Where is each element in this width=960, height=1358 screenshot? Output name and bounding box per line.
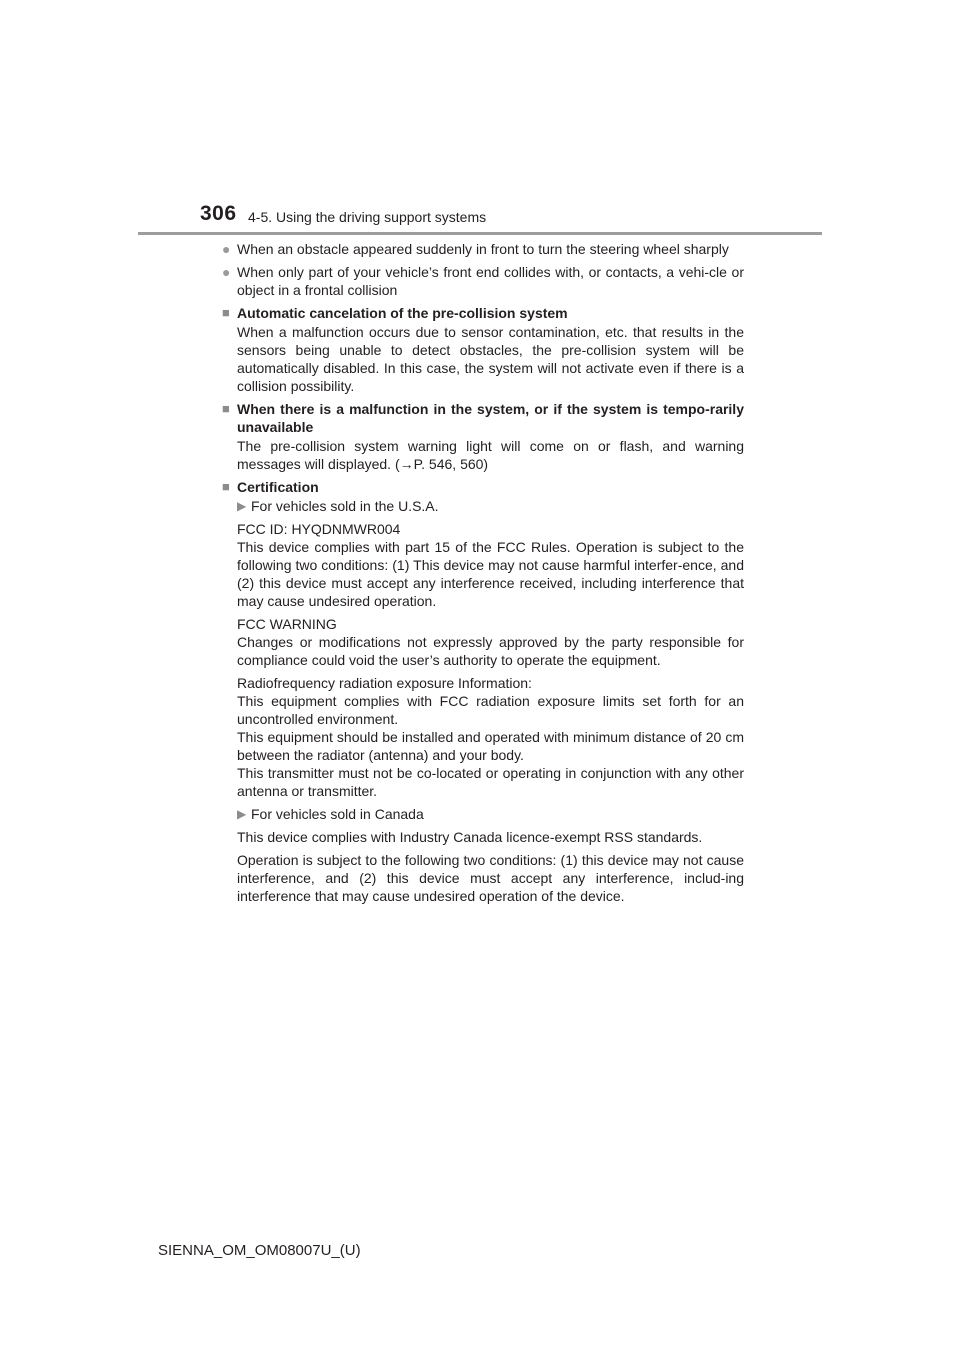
fcc-warning-body: Changes or modifications not expressly approved by the party responsible for compliance could void the user’s authority to operate the equipment. bbox=[237, 634, 744, 668]
bullet-text: When an obstacle appeared suddenly in front to turn the steering wheel sharply bbox=[237, 241, 729, 257]
heading-text: Certification bbox=[237, 479, 319, 495]
rf-block bbox=[237, 674, 744, 800]
fcc-id: FCC ID: HYQDNMWR004 bbox=[237, 521, 401, 537]
fcc-compliance: This device complies with part 15 of the FCC Rules. Operation is subject to the following two conditions: (1) This device may not cause harmful interfer-ence, and (2) this device must accept any interference received, including interference that may cause undesired operation. bbox=[237, 539, 744, 609]
fcc-warning-title: FCC WARNING bbox=[237, 616, 337, 632]
triangle-right-icon: ▶ bbox=[237, 499, 247, 513]
rf-title: Radiofrequency radiation exposure Information: bbox=[237, 675, 532, 691]
canada-subheading bbox=[237, 805, 744, 823]
rf-line: This transmitter must not be co-located or operating in conjunction with any other antenna or transmitter. bbox=[237, 765, 744, 799]
bullet-icon: ● bbox=[222, 264, 231, 280]
fcc-block bbox=[237, 520, 744, 610]
heading-text: Automatic cancelation of the pre-collision system bbox=[237, 305, 568, 321]
malfunction-body: The pre-collision system warning light will come on or flash, and warning messages will displayed. (→P. 546, 560) bbox=[237, 438, 744, 472]
usa-subheading bbox=[237, 497, 744, 515]
triangle-right-icon: ▶ bbox=[237, 807, 247, 821]
page-number: 306 bbox=[200, 202, 237, 225]
auto-cancel-body: When a malfunction occurs due to sensor contamination, etc. that results in the sensors being unable to detect obstacles, the pre-collision system will be automatically disabled. In this case, the system will not activate even if there is a collision possibility. bbox=[237, 324, 744, 394]
footer-code: SIENNA_OM_OM08007U_(U) bbox=[158, 1242, 361, 1259]
list-item bbox=[222, 240, 744, 258]
rf-line: This equipment complies with FCC radiation exposure limits set forth for an uncontrolled environment. bbox=[237, 693, 744, 727]
square-bullet-icon: ■ bbox=[222, 479, 230, 494]
section-heading-certification bbox=[222, 478, 744, 496]
square-bullet-icon: ■ bbox=[222, 401, 230, 416]
canada-label: For vehicles sold in Canada bbox=[251, 806, 424, 822]
square-bullet-icon: ■ bbox=[222, 305, 230, 320]
canada-operation: Operation is subject to the following two conditions: (1) this device may not cause interference, and (2) this device must accept any interference, includ-ing interference that may cause undesired operation of the device. bbox=[237, 852, 744, 904]
section-heading-malfunction bbox=[222, 400, 744, 436]
section-heading-auto-cancel bbox=[222, 304, 744, 322]
bullet-icon: ● bbox=[222, 241, 231, 257]
list-item bbox=[222, 263, 744, 299]
rf-line: This equipment should be installed and operated with minimum distance of 20 cm between the radiator (antenna) and your body. bbox=[237, 729, 744, 763]
page-content bbox=[222, 240, 744, 910]
section-title: 4-5. Using the driving support systems bbox=[248, 209, 487, 225]
canada-rss: This device complies with Industry Canada licence-exempt RSS standards. bbox=[237, 829, 703, 845]
bullet-text: When only part of your vehicle’s front end collides with, or contacts, a vehi-cle or object in a frontal collision bbox=[237, 264, 744, 298]
header-rule bbox=[138, 232, 822, 235]
usa-label: For vehicles sold in the U.S.A. bbox=[251, 498, 439, 514]
fcc-warning-block bbox=[237, 615, 744, 669]
heading-text: When there is a malfunction in the system, or if the system is tempo-rarily unavailable bbox=[237, 401, 744, 435]
